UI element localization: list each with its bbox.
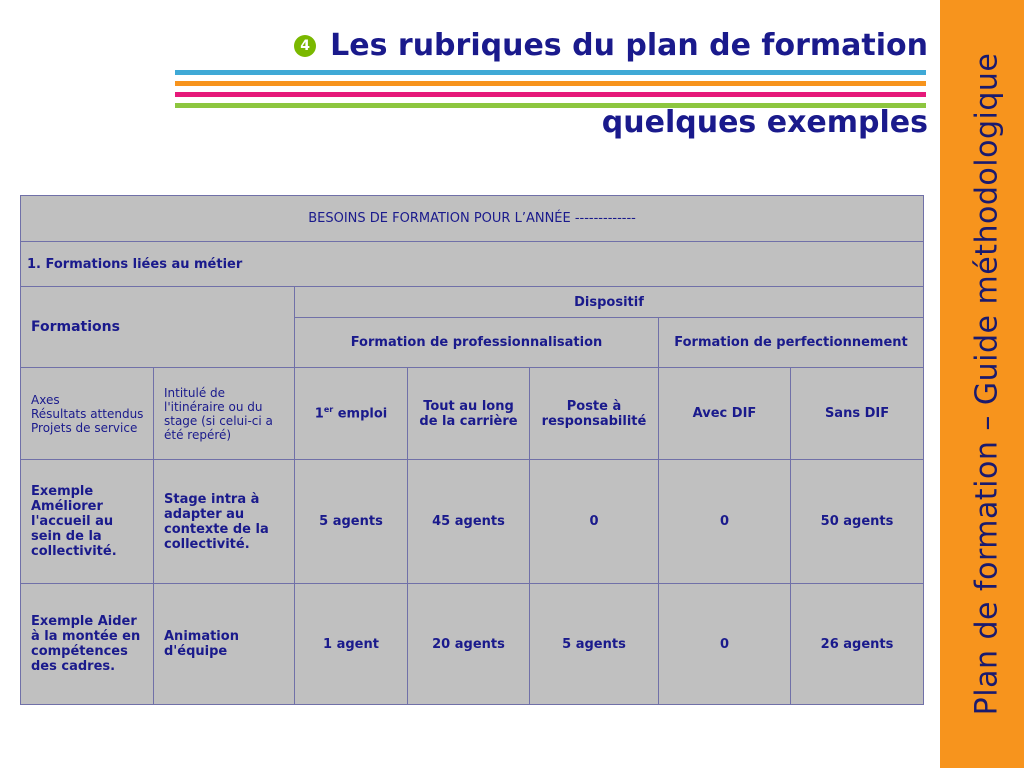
carriere-cell: 20 agents (408, 584, 530, 705)
carriere-cell: 45 agents (408, 460, 530, 584)
page-subtitle: quelques exemples (601, 105, 928, 140)
sidebar-title: Plan de formation – Guide méthodologique (969, 52, 1005, 716)
premier-emploi-label-cell (295, 368, 408, 460)
decorative-rule-blue (175, 70, 926, 75)
avec-dif-cell: 0 (659, 460, 791, 584)
number-badge: 4 (294, 35, 316, 57)
section-title-cell: 1. Formations liées au métier (21, 242, 924, 287)
training-plan-table (20, 195, 924, 705)
perfectionnement-cell: Formation de perfectionnement (659, 318, 924, 368)
intitule-cell: Animation d'équipe (154, 584, 295, 705)
sans-dif-cell: 26 agents (791, 584, 924, 705)
sans-dif-label-cell: Sans DIF (791, 368, 924, 460)
poste-cell: 0 (530, 460, 659, 584)
section-row (21, 242, 924, 287)
premier-emploi-text: emploi (333, 406, 388, 422)
table-main-header-row (21, 196, 924, 242)
page-title: Les rubriques du plan de formation (330, 28, 928, 63)
main-header-cell: BESOINS DE FORMATION POUR L’ANNÉE ------------- (21, 196, 924, 242)
decorative-rule-pink (175, 92, 926, 97)
column-labels-row (21, 368, 924, 460)
avec-dif-label-cell: Avec DIF (659, 368, 791, 460)
avec-dif-cell: 0 (659, 584, 791, 705)
intitule-label-cell: Intitulé de l'itinéraire ou du stage (si celui-ci a été repéré) (154, 368, 295, 460)
axe-cell: Exemple Aider à la montée en compétences des cadres. (21, 584, 154, 705)
professionnalisation-cell: Formation de professionnalisation (295, 318, 659, 368)
title-block (294, 28, 928, 63)
premier-emploi-number: 1 (314, 406, 324, 422)
intitule-cell: Stage intra à adapter au contexte de la collectivité. (154, 460, 295, 584)
poste-cell: 5 agents (530, 584, 659, 705)
dispositif-label-cell: Dispositif (295, 287, 924, 318)
formations-label-cell: Formations (21, 287, 295, 368)
axe-cell: Exemple Améliorer l'accueil au sein de la collectivité. (21, 460, 154, 584)
premier-emploi-superscript: er (323, 405, 334, 415)
axes-label-cell: Axes Résultats attendus Projets de service (21, 368, 154, 460)
premier-emploi-cell: 1 agent (295, 584, 408, 705)
decorative-rule-orange (175, 81, 926, 86)
poste-label-cell: Poste à responsabilité (530, 368, 659, 460)
dispositif-row (21, 287, 924, 318)
carriere-label-cell: Tout au long de la carrière (408, 368, 530, 460)
sans-dif-cell: 50 agents (791, 460, 924, 584)
premier-emploi-cell: 5 agents (295, 460, 408, 584)
table-row (21, 460, 924, 584)
table-row (21, 584, 924, 705)
